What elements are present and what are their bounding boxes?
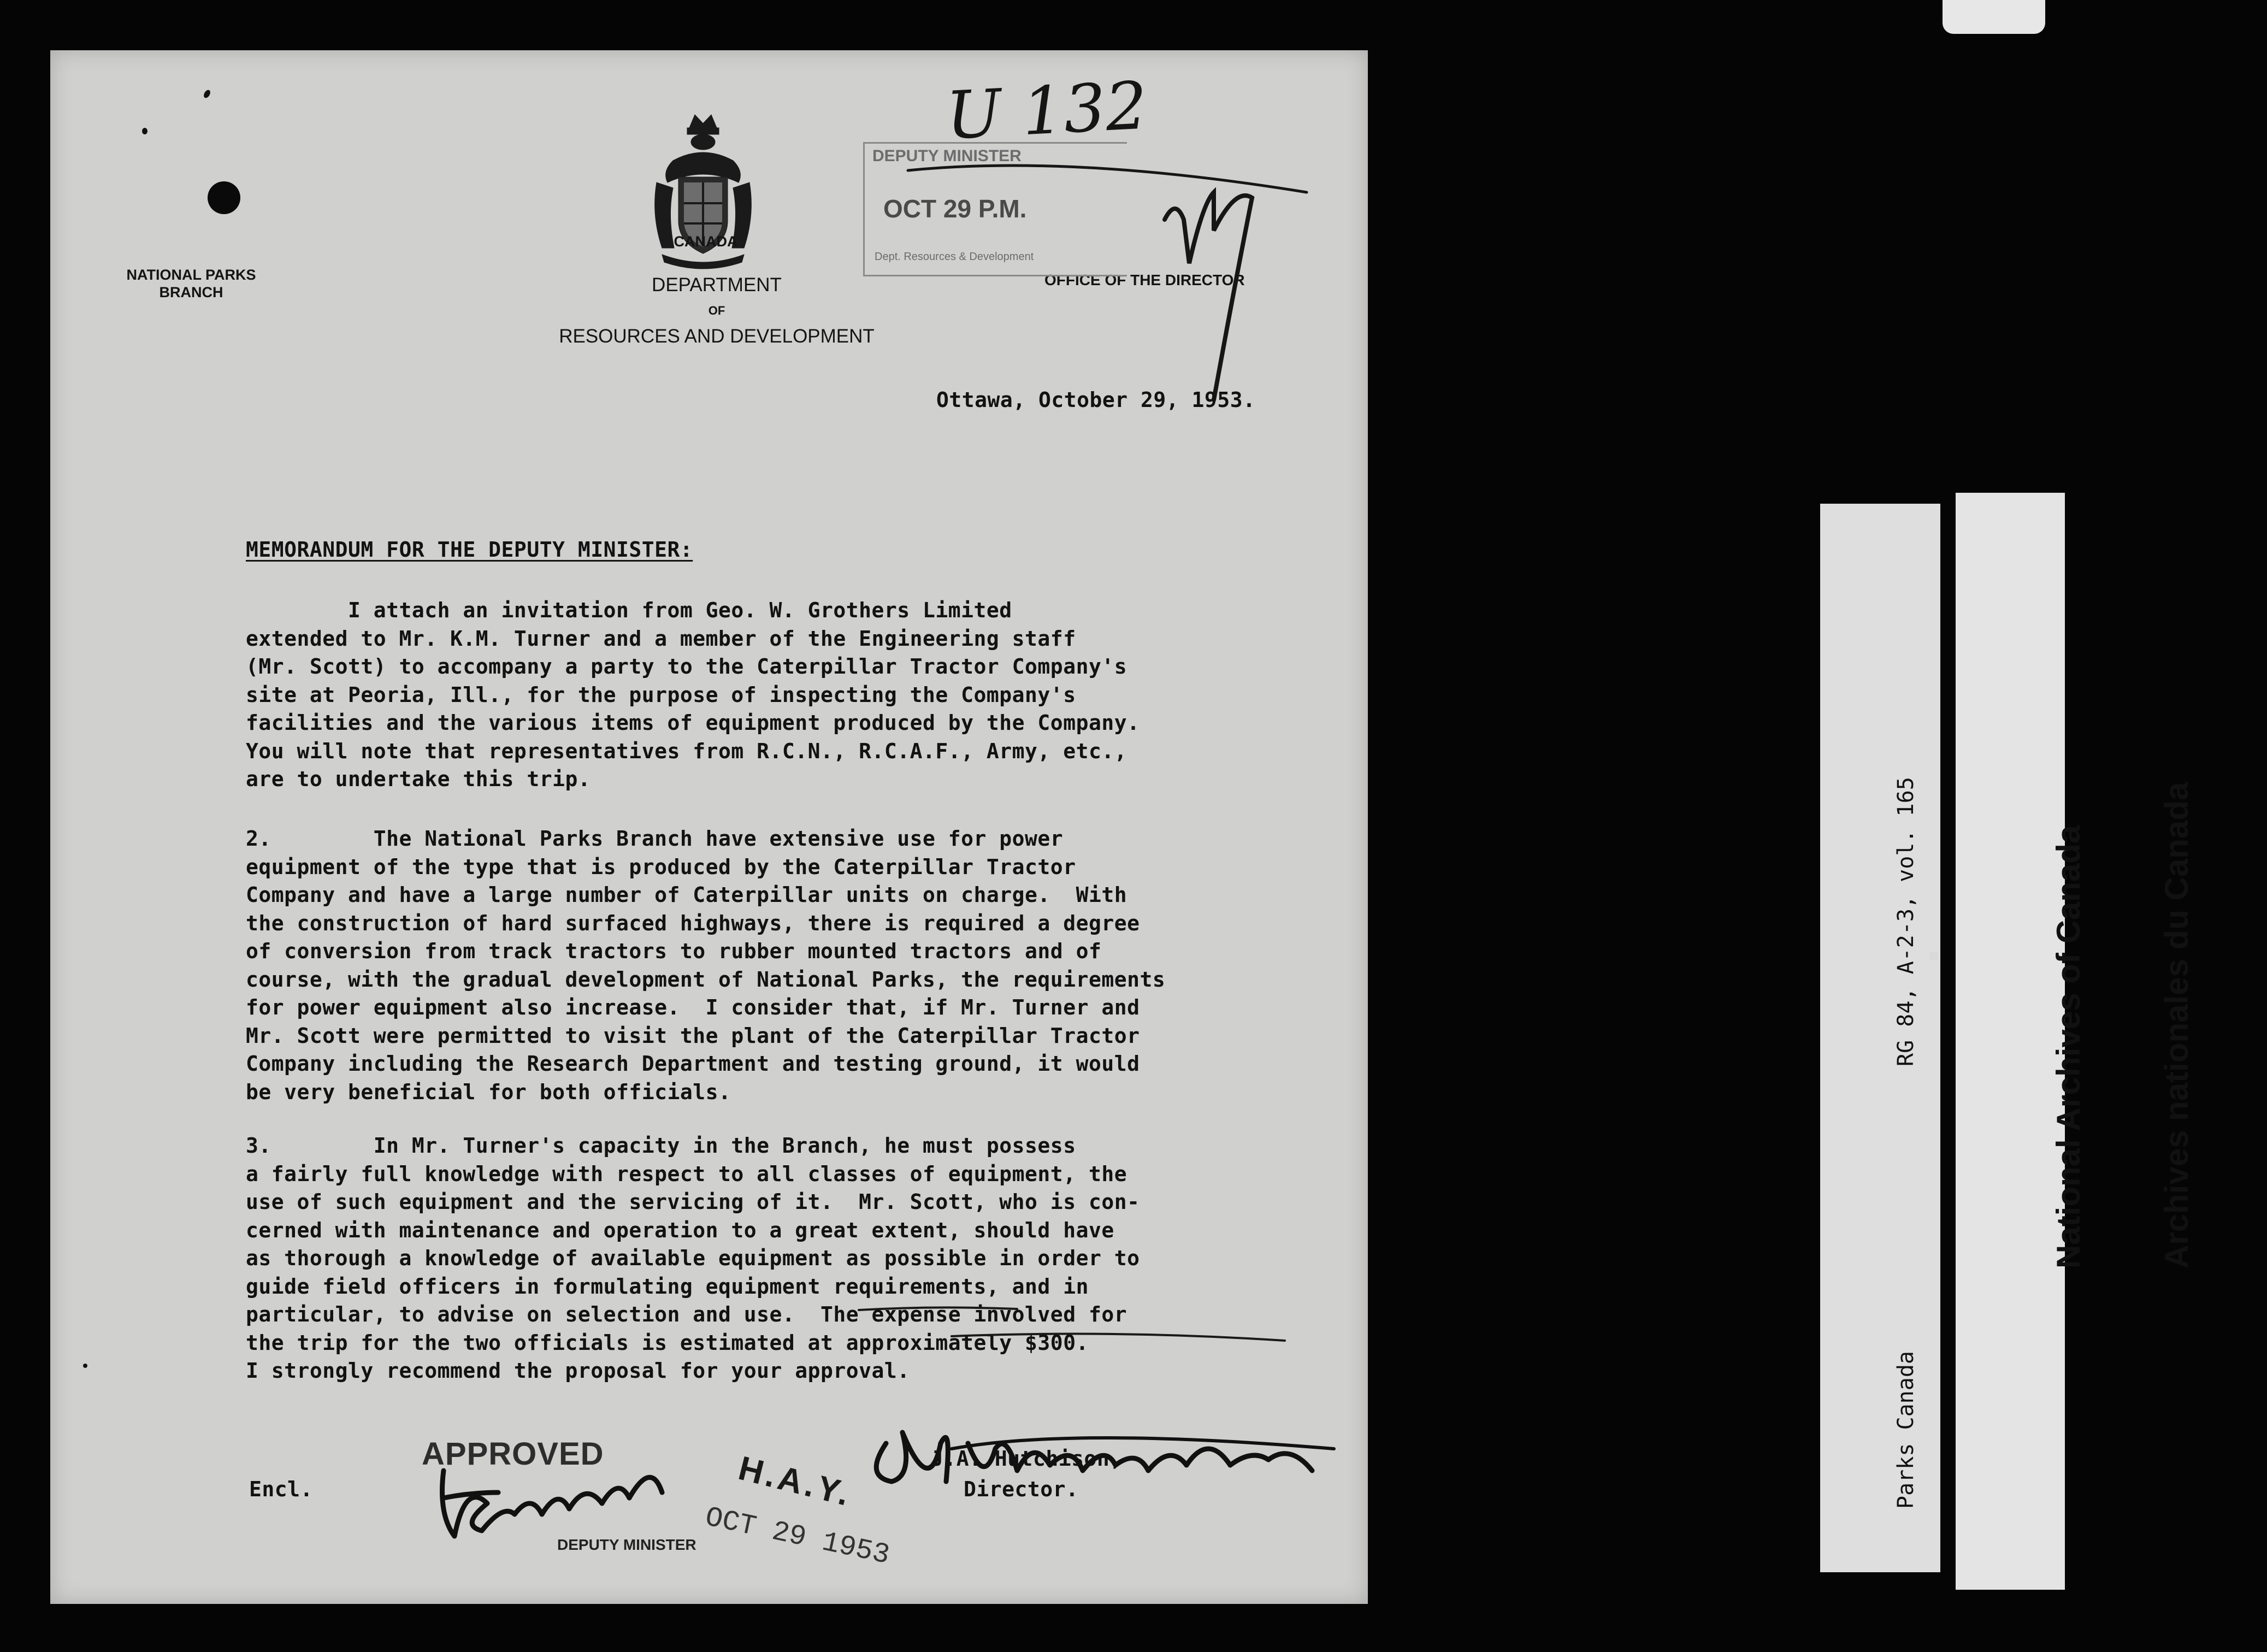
memo-subject: MEMORANDUM FOR THE DEPUTY MINISTER: — [246, 538, 693, 562]
archive-agency: Parks Canada — [1893, 1351, 1918, 1509]
approved-stamp: APPROVED — [422, 1436, 604, 1472]
approval-initials: H.A.Y. — [735, 1449, 857, 1514]
letterhead-branch: NATIONAL PARKS BRANCH — [126, 267, 256, 300]
approval-date: OCT 29 1953 — [702, 1501, 893, 1572]
approval-role: DEPUTY MINISTER — [557, 1536, 696, 1553]
letter-page — [50, 50, 1368, 1604]
archive-reference-label — [1820, 504, 1940, 1572]
handwritten-underline — [853, 1301, 1307, 1372]
ink-speck — [83, 1364, 87, 1368]
letterhead-country: CANADA — [674, 233, 738, 250]
national-archives-name: National Archives of Canada Archives nationales du Canada — [2050, 782, 2195, 1268]
scanner-tab — [1943, 0, 2045, 34]
paragraph-2: 2. The National Parks Branch have extensive use for power equipment of the type that is produced by the Caterpillar Tractor Company and have a large number of Caterpillar units on charge. With the construction of hard surfaced highways, there is required a degree of conversion from track tractors to rubber mounted tractors and of course, with the gradual development of National Parks, the requirements for power equipment also increase. I consider that, if Mr. Turner and Mr. Scott were permitted to visit the plant of the Caterpillar Tractor Company including the Research Department and testing ground, it would be very beneficial for both officials. — [246, 827, 1166, 1104]
paragraph-1: I attach an invitation from Geo. W. Grothers Limited extended to Mr. K.M. Turner and a member of the Engineering staff (Mr. Scott) to accompany a party to the Caterpillar Tractor Company's site at Peoria, Ill., for the purpose of inspecting the Company's facilities and the various items of equipment produced by the Company. You will note that representatives from R.C.N., R.C.A.F., Army, etc., are to undertake this trip. — [246, 598, 1140, 791]
signatory-name: J.A. Hutchison, — [931, 1447, 1123, 1471]
date-line: Ottawa, October 29, 1953. — [936, 388, 1256, 412]
director-signature — [853, 1411, 1356, 1536]
ink-speck — [203, 89, 212, 99]
file-number-handwritten: U 132 — [944, 68, 1149, 155]
punch-hole — [208, 181, 240, 214]
enclosure-note: Encl. — [249, 1477, 313, 1501]
paragraph-3: 3. In Mr. Turner's capacity in the Branch, he must possess a fairly full knowledge with respect to all classes of equipment, the use of such equipment and the servicing of it. Mr. Scott, who is con- cerned with maintenance and operation to a great extent, should have as thorough a knowledge of available equipment as possible in order to guide field officers in formulating equipment requirements, and in particular, to advise on selection and use. The expense involved for the trip for the two officials is estimated at approximately $300. I strongly recommend the proposal for your approval. — [246, 1134, 1140, 1383]
letterhead-office: OFFICE OF THE DIRECTOR — [1044, 272, 1245, 288]
label-pin — [1929, 952, 1938, 960]
received-stamp: DEPUTY MINISTER OCT 29 P.M. Dept. Resources & Development — [863, 142, 1127, 276]
national-archives-label — [1956, 493, 2195, 1590]
ink-speck — [142, 128, 147, 134]
letterhead-department: DEPARTMENT OF RESOURCES AND DEVELOPMENT — [559, 274, 875, 347]
handwritten-initials — [908, 138, 1345, 411]
archive-reference: RG 84, A-2-3, vol. 165 — [1893, 777, 1918, 1066]
signatory-title: Director. — [964, 1477, 1079, 1501]
